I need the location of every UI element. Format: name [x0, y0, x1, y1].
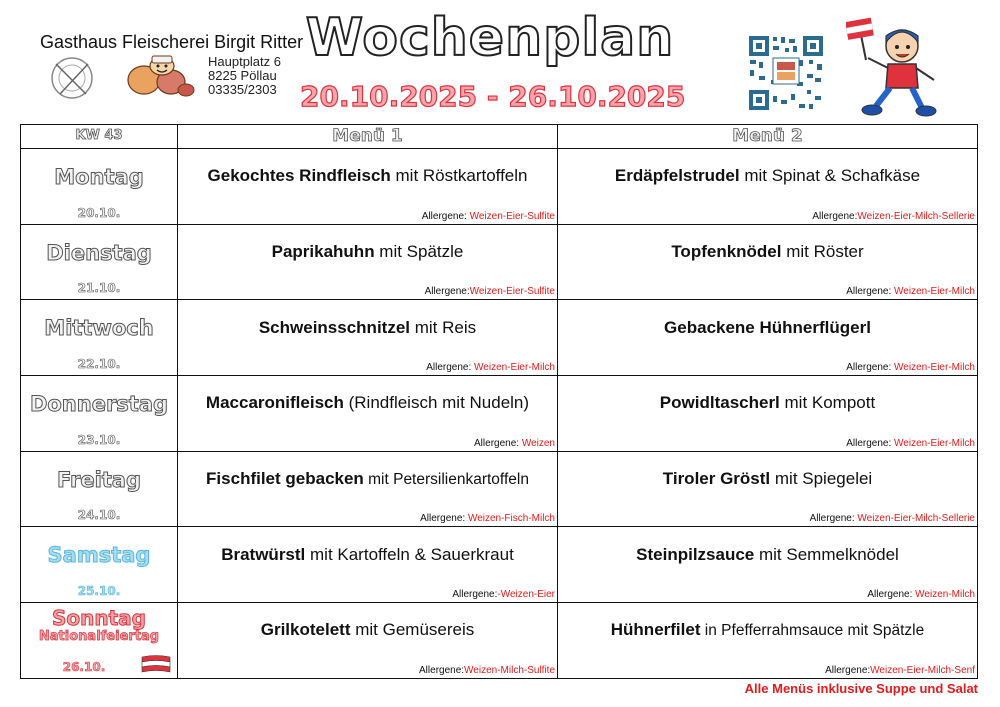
holiday-label: Nationalfeiertag	[38, 629, 160, 645]
day-date: 22.10.	[77, 357, 121, 372]
running-boy-flag-icon	[846, 14, 942, 118]
menu1-cell	[178, 300, 558, 376]
table-header-row	[21, 125, 978, 149]
dish-side: mit Spätzle	[374, 242, 464, 262]
day-cell	[21, 149, 178, 225]
table-row	[21, 300, 978, 376]
dish	[178, 225, 557, 280]
dish-main: Grilkotelett	[260, 620, 351, 640]
menu1-label: Menü 1	[332, 126, 403, 146]
allergen-label: Allergene:	[426, 362, 475, 374]
allergen-label: Allergene:	[825, 664, 871, 676]
dish-main: Hühnerfilet	[610, 619, 701, 639]
allergen-label: Allergene:	[421, 210, 470, 222]
allergen-info	[867, 588, 975, 601]
dish-side: mit Petersilienkartoffeln	[363, 470, 529, 488]
day-cell	[21, 527, 178, 603]
page-title: Wochenplan	[305, 8, 675, 68]
allergen-info	[422, 210, 555, 223]
dish	[558, 527, 977, 582]
day-date: 23.10.	[77, 432, 121, 447]
dish	[558, 376, 977, 431]
austria-flag-icon	[141, 654, 171, 674]
dish-side: mit Kompott	[779, 393, 876, 413]
menu1-cell	[178, 224, 558, 300]
allergen-list: Weizen	[521, 437, 555, 449]
address-street: Hauptplatz 6	[208, 54, 281, 69]
day-cell	[21, 300, 178, 376]
day-date: 25.10.	[77, 584, 121, 599]
dish-main: Gekochtes Rindfleisch	[207, 166, 391, 186]
dish	[178, 300, 557, 355]
allergen-label: Allergene:	[846, 437, 895, 449]
dish	[558, 149, 977, 204]
day-name: Mittwoch	[44, 316, 154, 341]
allergen-list: Weizen-Eier-Milch	[894, 437, 975, 449]
dish-main: Steinpilzsauce	[636, 544, 755, 564]
allergen-info	[420, 512, 555, 525]
dish-main: Topfenknödel	[671, 242, 782, 262]
allergen-info	[452, 588, 555, 601]
allergen-label: Allergene:	[419, 664, 465, 676]
allergen-list: Weizen-Milch	[915, 589, 975, 601]
menu1-cell	[178, 527, 558, 603]
address-city: 8225 Pöllau	[208, 68, 277, 83]
dish	[558, 452, 977, 507]
allergen-info	[425, 285, 555, 298]
menu1-cell	[178, 451, 558, 527]
day-cell	[21, 376, 178, 452]
table-row	[21, 149, 978, 225]
butcher-mascot-icon	[126, 52, 196, 100]
allergen-list: Weizen-Eier-Milch	[894, 286, 975, 298]
allergen-info	[810, 512, 975, 525]
dish-main: Powidltascherl	[659, 393, 780, 413]
dish-main: Erdäpfelstrudel	[614, 166, 740, 186]
dish-main: Fischfilet gebacken	[206, 468, 364, 488]
week-number-header	[21, 125, 178, 149]
day-name: Dienstag	[46, 240, 152, 265]
menu2-cell	[558, 603, 978, 679]
plate-cutlery-icon	[50, 56, 94, 100]
allergen-list: Weizen-Eier-Milch	[474, 362, 555, 374]
footer-note: Alle Menüs inklusive Suppe und Salat	[744, 681, 978, 696]
weekly-menu-table	[20, 124, 978, 679]
dish	[558, 225, 977, 280]
menu2-cell	[558, 300, 978, 376]
menu2-cell	[558, 376, 978, 452]
dish-side: in Pfefferrahmsauce mit Spätzle	[700, 621, 925, 639]
menu1-cell	[178, 149, 558, 225]
allergen-list: Weizen-Eier-Milch-Sellerie	[857, 513, 975, 525]
allergen-label: Allergene:	[809, 513, 858, 525]
date-range: 20.10.2025 - 26.10.2025	[300, 80, 686, 113]
address-phone: 03335/2303	[208, 82, 277, 97]
allergen-label: Allergene:	[846, 362, 895, 374]
allergen-info	[812, 210, 975, 223]
dish-side: (Rindfleisch mit Nudeln)	[343, 393, 530, 413]
menu2-cell	[558, 224, 978, 300]
menu2-cell	[558, 527, 978, 603]
dish-main: Bratwürstl	[221, 544, 306, 564]
allergen-list: Weizen-Eier-Sulfite	[469, 210, 555, 222]
dish	[178, 149, 557, 204]
day-name: Freitag	[56, 467, 142, 492]
day-date: 26.10.	[62, 659, 106, 674]
allergen-info	[846, 437, 975, 450]
allergen-label: Allergene:	[846, 286, 895, 298]
dish	[178, 376, 557, 431]
day-name: Montag	[54, 165, 144, 189]
dish-side: mit Kartoffeln & Sauerkraut	[305, 544, 514, 564]
dish-side: mit Semmelknödel	[754, 544, 899, 564]
dish	[178, 603, 557, 658]
dish-main: Maccaronifleisch	[205, 393, 344, 413]
allergen-list: Weizen-Eier-Sulfite	[469, 286, 555, 298]
allergen-list: Weizen-Fisch-Milch	[467, 513, 555, 525]
dish-side: mit Röstkartoffeln	[390, 166, 528, 186]
allergen-label: Allergene:	[420, 513, 468, 525]
dish-main: Paprikahuhn	[271, 242, 375, 262]
allergen-info	[846, 361, 975, 374]
address-block	[208, 55, 281, 97]
day-cell	[21, 224, 178, 300]
dish	[178, 452, 557, 507]
day-name: Sonntag	[52, 606, 146, 631]
allergen-info	[825, 664, 975, 677]
allergen-info	[419, 664, 555, 677]
dish-side: mit Gemüsereis	[350, 620, 475, 640]
allergen-info	[426, 361, 555, 374]
menu1-header	[178, 125, 558, 149]
allergen-label: Allergene:	[867, 589, 916, 601]
menu2-cell	[558, 149, 978, 225]
menu2-header	[558, 125, 978, 149]
allergen-list: Weizen-Eier-Milch-Sellerie	[857, 210, 975, 222]
dish	[558, 603, 977, 658]
allergen-label: Allergene:	[474, 437, 522, 449]
day-date: 20.10.	[77, 205, 121, 220]
allergen-list: Weizen-Eier-Milch-Senf	[870, 664, 975, 676]
dish-side: mit Spinat & Schafkäse	[739, 166, 921, 186]
table-row	[21, 451, 978, 527]
day-cell	[21, 451, 178, 527]
day-date: 21.10.	[77, 281, 121, 296]
allergen-label: Allergene:	[424, 286, 470, 298]
dish-main: Schweinsschnitzel	[258, 317, 411, 337]
week-number: KW 43	[75, 128, 123, 143]
dish-side: mit Röster	[781, 242, 864, 262]
table-row	[21, 224, 978, 300]
menu1-cell	[178, 376, 558, 452]
qr-code-icon[interactable]	[747, 34, 825, 112]
allergen-list: Weizen-Eier-Milch	[894, 362, 975, 374]
dish-side: mit Reis	[410, 317, 477, 337]
dish-main: Gebackene Hühnerflügerl	[664, 317, 871, 337]
day-cell	[21, 603, 178, 679]
dish	[178, 527, 557, 582]
day-name: Donnerstag	[29, 392, 169, 417]
dish-side: mit Spiegelei	[770, 469, 873, 489]
allergen-list: -Weizen-Eier	[497, 589, 555, 601]
allergen-info	[474, 437, 555, 450]
menu2-cell	[558, 451, 978, 527]
day-name: Samstag	[47, 543, 151, 568]
menu2-label: Menü 2	[732, 126, 803, 146]
table-row	[21, 603, 978, 679]
dish	[558, 300, 977, 355]
table-row	[21, 527, 978, 603]
dish-main: Tiroler Gröstl	[662, 469, 771, 489]
allergen-label: Allergene:	[452, 589, 498, 601]
allergen-info	[846, 285, 975, 298]
menu1-cell	[178, 603, 558, 679]
allergen-label: Allergene:	[812, 210, 858, 222]
table-row	[21, 376, 978, 452]
allergen-list: Weizen-Milch-Sulfite	[464, 664, 555, 676]
day-date: 24.10.	[77, 508, 121, 523]
business-name: Gasthaus Fleischerei Birgit Ritter	[40, 32, 304, 52]
